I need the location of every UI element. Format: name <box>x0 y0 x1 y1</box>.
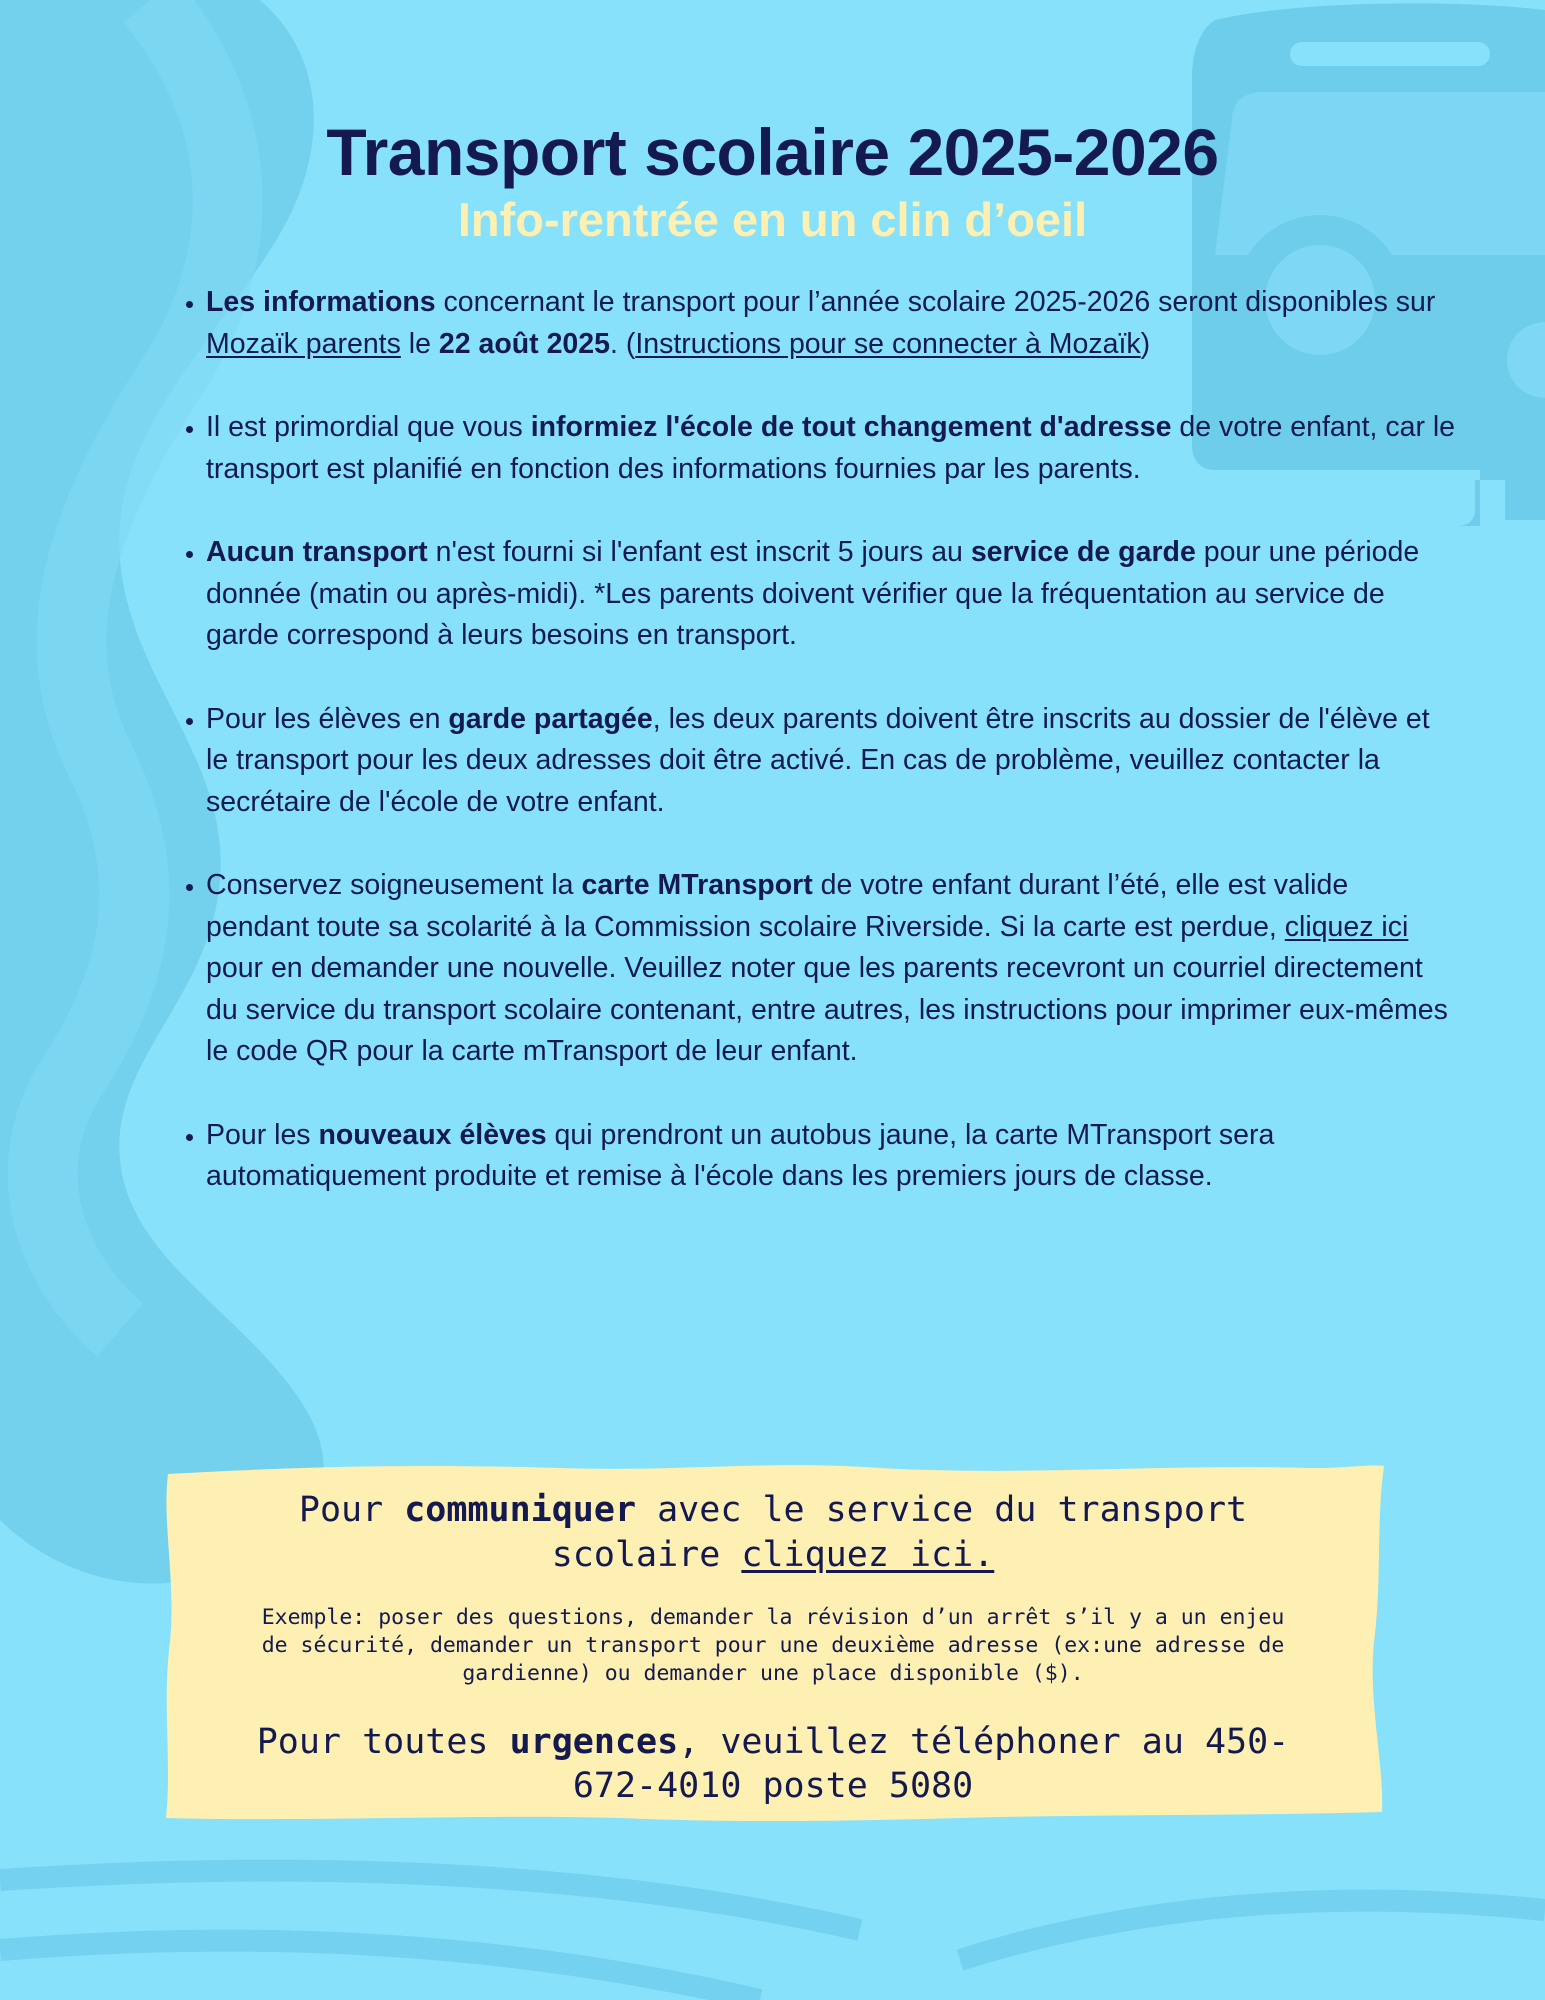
mozaik-instructions-link[interactable]: Instructions pour se connecter à Mozaïk <box>635 327 1141 360</box>
bold-text: urgences <box>509 1722 679 1762</box>
text: Pour <box>298 1490 405 1530</box>
list-item-informations <box>206 282 1456 365</box>
notice-content <box>160 1462 1386 1808</box>
text: , les deux parents doivent être inscrits au dossier de l'élève et le transport pour les deux adresses doit être activé. En cas de problème, veuillez contacter la secrétaire de l'école de votre enfant. <box>206 702 1430 818</box>
text: n'est fourni si l'enfant est inscrit 5 jours au <box>427 536 971 568</box>
list-item-changement-adresse <box>206 407 1456 490</box>
info-list <box>160 282 1456 1240</box>
bold-text: informiez l'école de tout changement d'adresse <box>530 411 1172 443</box>
text: qui prendront un autobus jaune, la carte MTransport sera automatiquement produite et remise à l'école dans les premiers jours de classe. <box>206 1118 1275 1192</box>
text: Pour les <box>206 1118 319 1151</box>
text: avec le service du transport scolaire <box>551 1490 1248 1575</box>
text: de votre enfant, car le transport est planifié en fonction des informations fournies par les parents. <box>206 411 1456 485</box>
page-subtitle: Info-rentrée en un clin d’oeil <box>457 193 1088 246</box>
book-lines-decoration <box>0 1871 1545 2000</box>
list-item-service-de-garde <box>206 532 1456 657</box>
list-item-garde-partagee <box>206 699 1456 824</box>
text: Pour les élèves en <box>206 702 449 735</box>
text: Conservez soigneusement la <box>206 869 582 901</box>
bold-text: nouveaux élèves <box>318 1118 547 1151</box>
contact-transport-link[interactable]: cliquez ici. <box>741 1535 995 1575</box>
mozaik-parents-link[interactable]: Mozaïk parents <box>206 327 401 360</box>
text: Il est primordial que vous <box>206 411 531 443</box>
text: pour une période donnée (matin ou après-midi). *Les parents doivent vérifier que la fréquentation au service de garde correspond à leurs besoins en transport. <box>206 536 1420 651</box>
text: . ( <box>609 327 636 360</box>
text: le <box>400 327 439 360</box>
bold-text: communiquer <box>404 1490 637 1530</box>
contact-notice-box <box>160 1462 1386 1824</box>
text: Pour toutes <box>256 1722 510 1762</box>
text: concernant le transport pour l’année scolaire 2025-2026 seront disponibles sur <box>435 286 1436 318</box>
urgent-text <box>160 1688 1386 1808</box>
bold-text: service de garde <box>970 536 1196 568</box>
list-item-nouveaux-eleves <box>206 1115 1456 1198</box>
bold-text: garde partagée <box>448 702 653 735</box>
bold-text: Les informations <box>206 286 436 318</box>
list-item-carte-mtransport <box>206 865 1456 1073</box>
bold-text: Aucun transport <box>206 536 428 568</box>
example-text: Exemple: poser des questions, demander la révision d’un arrêt s’il y a un enjeu de sécurité, demander un transport pour une deuxième adresse (ex:une adresse de gardienne) ou demander une place disponible ($). <box>261 1605 1285 1686</box>
text: , veuillez téléphoner au 450-672-4010 poste 5080 <box>572 1722 1290 1806</box>
text: ) <box>1140 327 1151 360</box>
nouvelle-carte-link[interactable]: cliquez ici <box>1284 910 1409 943</box>
contact-text <box>160 1462 1386 1578</box>
bold-text: carte MTransport <box>581 869 813 901</box>
page-title: Transport scolaire 2025-2026 <box>326 115 1219 189</box>
text: de votre enfant durant l’été, elle est valide pendant toute sa scolarité à la Commission scolaire Riverside. Si la carte est perdue, <box>206 869 1349 943</box>
date-text: 22 août 2025 <box>438 327 610 360</box>
text: pour en demander une nouvelle. Veuillez noter que les parents recevront un courriel directement du service du transport scolaire contenant, entre autres, les instructions pour imprimer eux-mêmes le code QR pour la carte mTransport de leur enfant. <box>206 952 1448 1067</box>
